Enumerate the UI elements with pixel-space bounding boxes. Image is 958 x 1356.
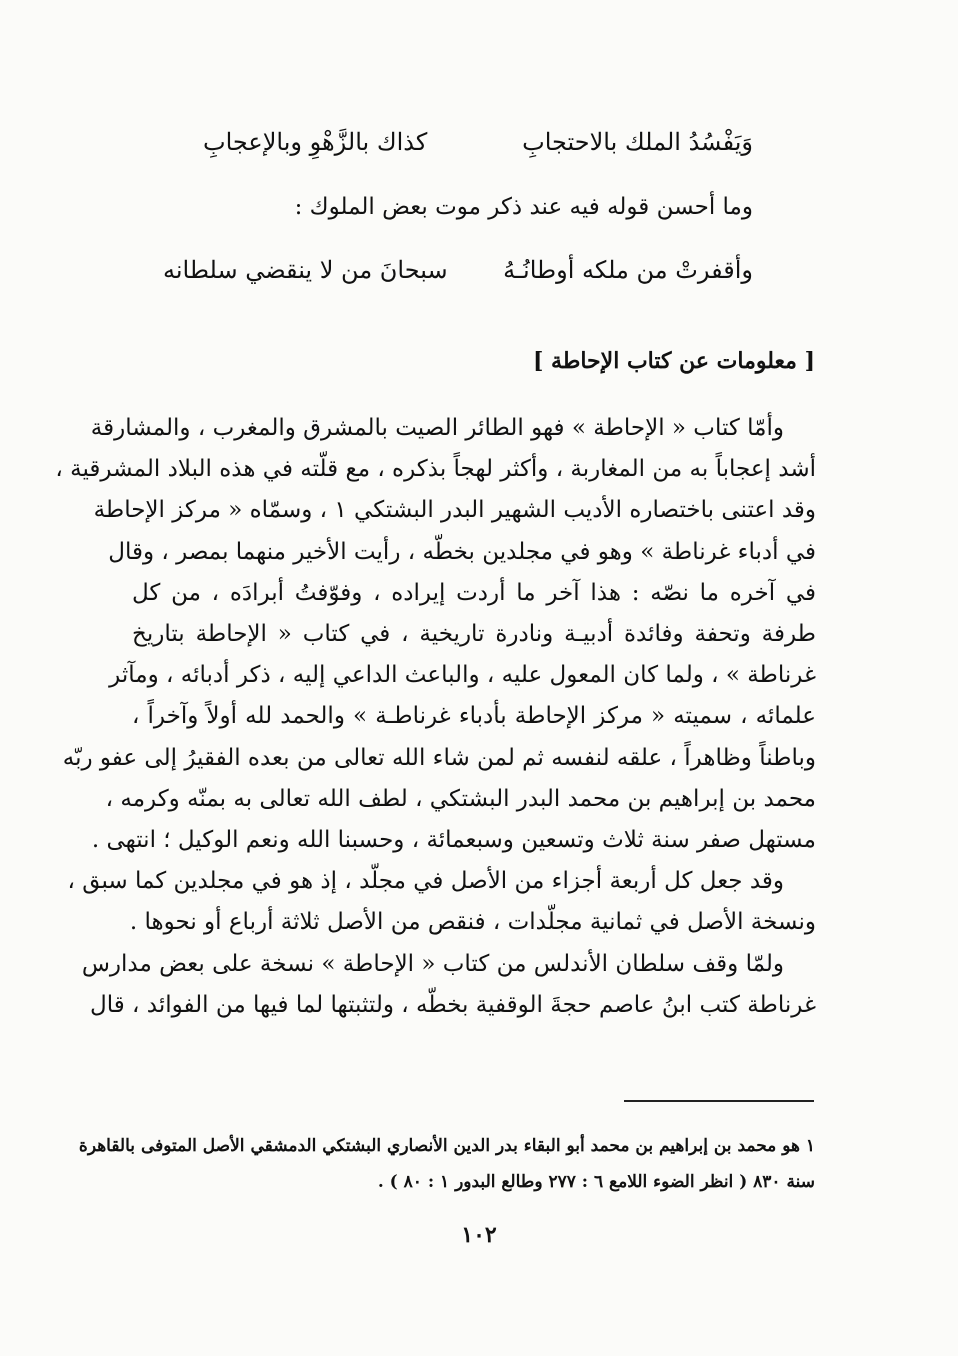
verse-line-2 xyxy=(163,256,753,284)
body-line: ونسخة الأصل في ثمانية مجلّدات ، فنقص من الأصل ثلاثة أرباع أو نحوها . xyxy=(129,909,816,936)
body-line: علمائه ، سميته « مركز الإحاطة بأدباء غرناطـة » والحمد لله أولاً وآخراً ، xyxy=(132,703,816,730)
body-line: غرناطة كتب ابنُ عاصم حجةَ الوقفية بخطّه ، ولتثبتها لما فيها من الفوائد ، قال xyxy=(90,991,816,1018)
verse-hemistich-right: وَيَفْسُدُ الملك بالاحتجابِ xyxy=(522,128,753,156)
footnote-line: سنة ٨٣٠ ( انظر الضوء اللامع ٦ : ٢٧٧ وطالع البدور ١ : ٨٠ ) . xyxy=(377,1172,815,1192)
footnote-divider xyxy=(624,1100,814,1102)
body-line: وقد جعل كل أربعة أجزاء من الأصل في مجلّد ، إذ هو في مجلدين كما سبق ، xyxy=(67,868,784,895)
body-line: ولمّا وقف سلطان الأندلس من كتاب « الإحاطة » نسخة على بعض مدارس xyxy=(81,950,784,977)
body-line: وباطناً وظاهراً ، علقه لنفسه ثم لمن شاء الله تعالى من بعده الفقيرُ إلى عفو ربّه xyxy=(62,744,816,771)
body-line: وقد اعتنى باختصاره الأديب الشهير البدر البشتكي ١ ، وسمّاه « مركز الإحاطة xyxy=(93,497,816,524)
footnote-line: ١ هو محمد بن إبراهيم بن محمد أبو البقاء بدر الدين الأنصاري البشتكي الدمشقي الأصل المتوفى بالقاهرة xyxy=(78,1136,815,1156)
body-line: وأمّا كتاب « الإحاطة » فهو الطائر الصيت بالمشرق والمغرب ، والمشارقة xyxy=(90,415,784,441)
footnotes xyxy=(78,1128,815,1200)
body-line: غرناطة » ، ولما كان المعول عليه ، والباعث الداعي إليه ، ذكر أدبائه ، ومآثر xyxy=(109,662,816,689)
verse-hemistich-right: وأقفرتْ من ملكه أوطانُـهُ xyxy=(503,256,753,284)
verse-hemistich-left: سبحانَ من لا ينقضي سلطانه xyxy=(163,256,448,284)
body-line: في آخره ما نصّه : هذا آخر ما أردت إيراده ، وفوّفتُ أبرادَه ، من كل xyxy=(132,579,816,606)
page-number: ١٠٢ xyxy=(461,1222,497,1248)
prose-line: وما أحسن قوله فيه عند ذكر موت بعض الملوك : xyxy=(294,194,753,220)
body-paragraphs xyxy=(55,408,816,1026)
body-line: طرفة وتحفة وفائدة أدبيـة ونادرة تاريخية ، في كتاب « الإحاطة بتاريخ xyxy=(132,621,816,648)
body-line: في أدباء غرناطة » وهو في مجلدين بخطّه ، رأيت الأخير منهما بمصر ، وقال xyxy=(108,538,816,565)
body-line: مستهل صفر سنة ثلاث وتسعين وسبعمائة ، وحسبنا الله ونعم الوكيل ؛ انتهى . xyxy=(91,827,816,854)
section-heading: [ معلومات عن كتاب الإحاطة ] xyxy=(532,348,815,374)
body-line: أشد إعجاباً به من المغاربة ، وأكثر لهجاً بذكره ، مع قلّته في هذه البلاد المشرقية ، xyxy=(55,456,816,483)
verse-line-1 xyxy=(203,128,753,156)
verse-hemistich-left: كذاك بالزَّهْوِ وبالإعجابِ xyxy=(203,128,428,156)
body-line: محمد بن إبراهيم بن محمد البدر البشتكي ، لطف الله تعالى به بمنّه وكرمه ، xyxy=(105,785,816,812)
